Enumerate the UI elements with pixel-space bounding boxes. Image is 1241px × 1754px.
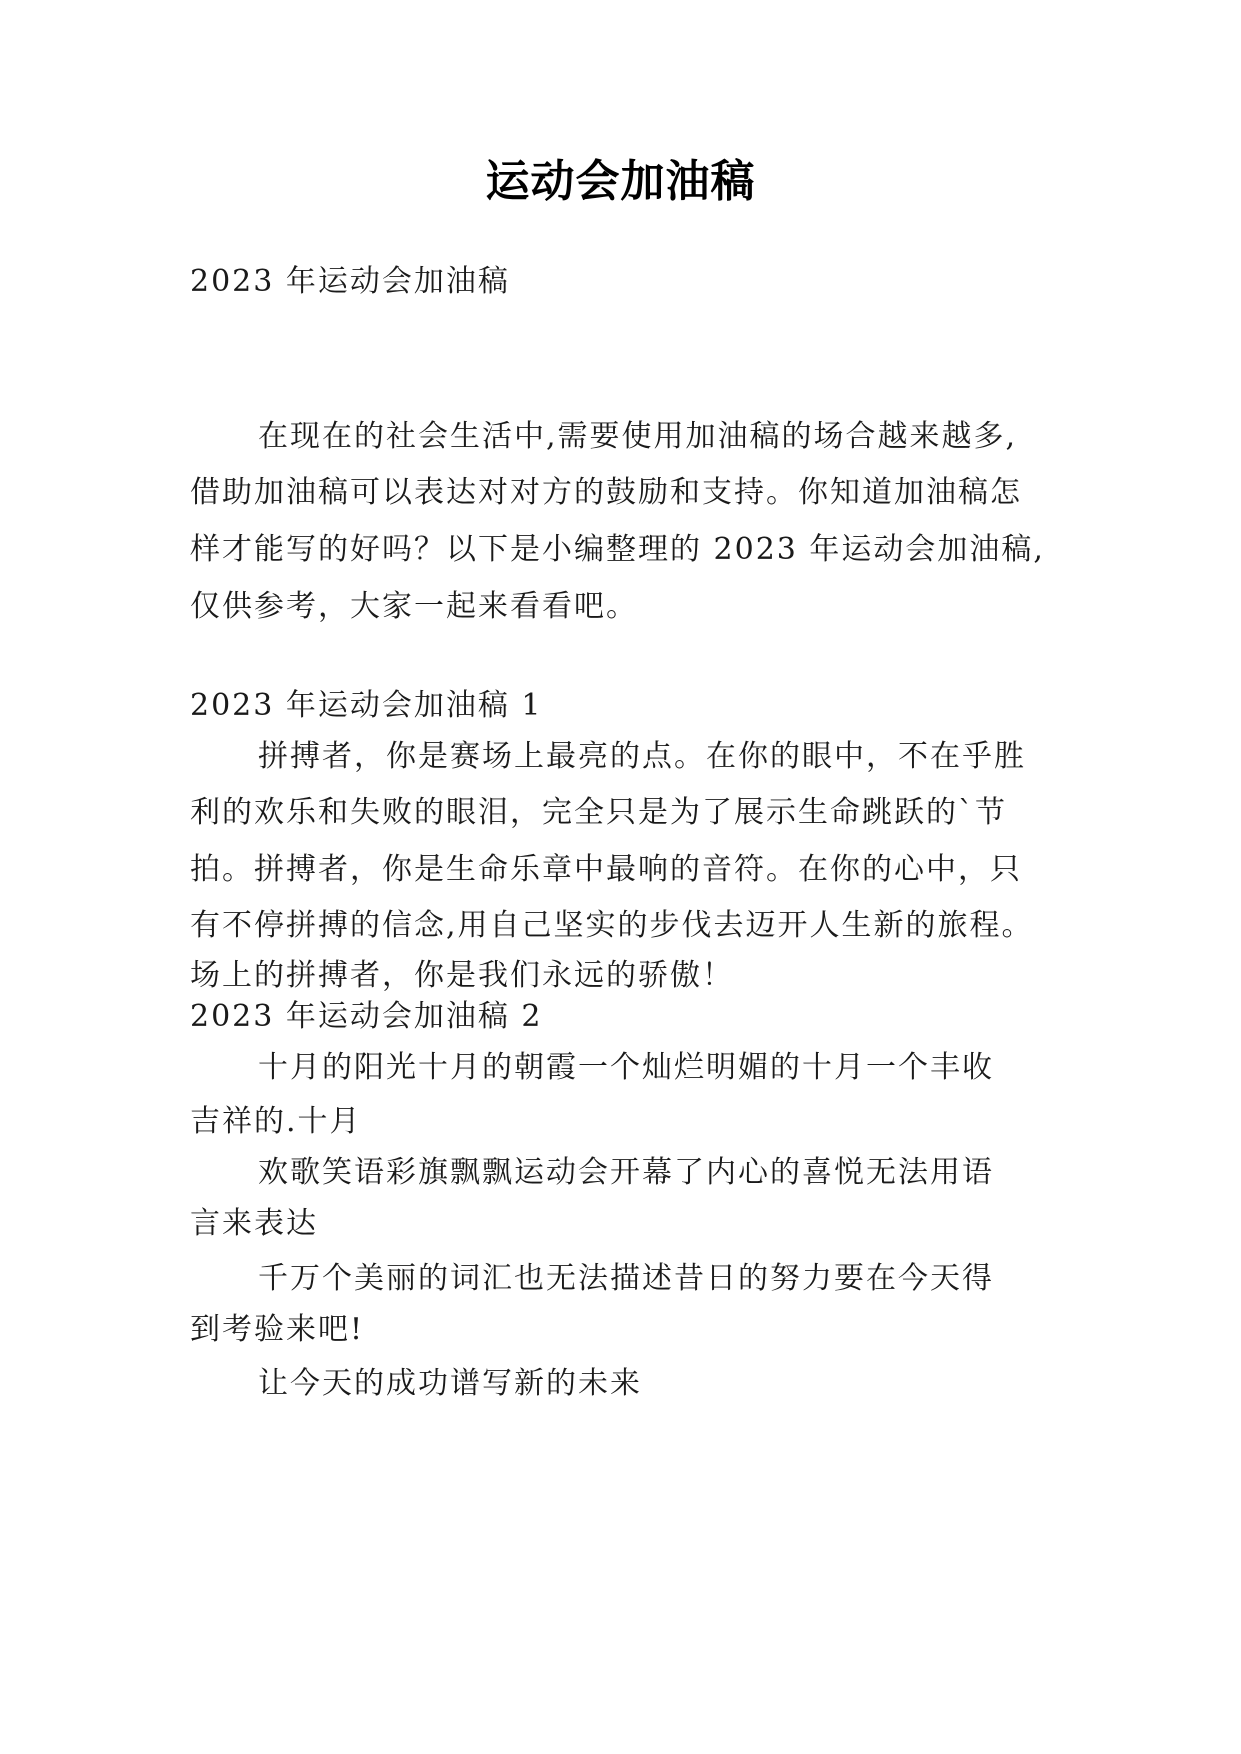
section2-line-5: 千万个美丽的词汇也无法描述昔日的努力要在今天得 <box>258 1261 994 1296</box>
document-subtitle: 2023 年运动会加油稿 <box>190 264 510 299</box>
section1-line-3: 拍。拼搏者，你是生命乐章中最响的音符。在你的心中，只 <box>190 852 1022 887</box>
section1-line-2: 利的欢乐和失败的眼泪，完全只是为了展示生命跳跃的`节 <box>190 795 1007 830</box>
section2-line-3: 欢歌笑语彩旗飘飘运动会开幕了内心的喜悦无法用语 <box>258 1155 994 1190</box>
section1-line-1: 拼搏者，你是赛场上最亮的点。在你的眼中，不在乎胜 <box>258 739 1026 774</box>
section2-line-7: 让今天的成功谱写新的未来 <box>258 1366 642 1401</box>
section1-heading: 2023 年运动会加油稿 1 <box>190 688 543 723</box>
page-title: 运动会加油稿 <box>485 156 756 207</box>
section2-heading: 2023 年运动会加油稿 2 <box>190 999 543 1034</box>
section2-line-2: 吉祥的.十月 <box>190 1104 362 1139</box>
section2-line-4: 言来表达 <box>190 1206 318 1241</box>
section2-line-1: 十月的阳光十月的朝霞一个灿烂明媚的十月一个丰收 <box>258 1050 994 1085</box>
section2-line-6: 到考验来吧! <box>190 1312 365 1347</box>
intro-line-3: 样才能写的好吗？以下是小编整理的 2023 年运动会加油稿, <box>190 532 1045 567</box>
section1-line-4: 有不停拼搏的信念,用自己坚实的步伐去迈开人生新的旅程。 <box>190 908 1034 943</box>
intro-line-4: 仅供参考，大家一起来看看吧。 <box>190 589 638 624</box>
intro-line-2: 借助加油稿可以表达对对方的鼓励和支持。你知道加油稿怎 <box>190 475 1022 510</box>
intro-line-1: 在现在的社会生活中,需要使用加油稿的场合越来越多, <box>258 419 1018 454</box>
section1-line-5: 场上的拼搏者，你是我们永远的骄傲！ <box>190 958 734 993</box>
